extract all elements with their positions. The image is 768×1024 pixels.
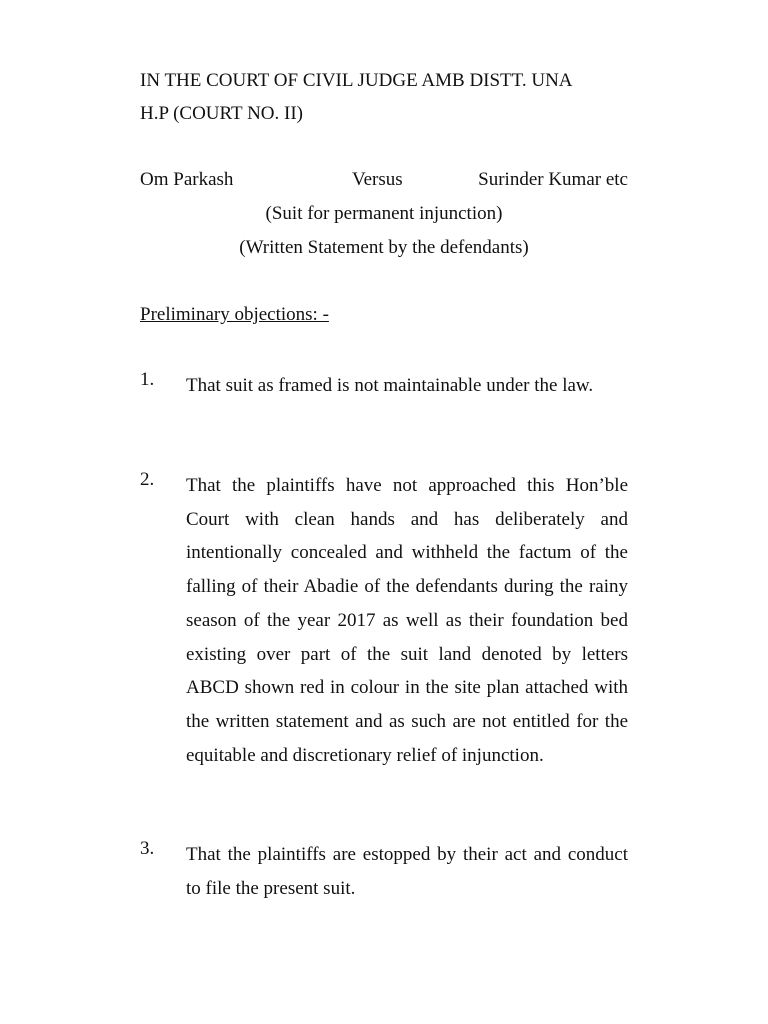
objection-text: That the plaintiffs are estopped by their act and conduct to file the present suit. xyxy=(186,844,628,899)
court-title-line-1: IN THE COURT OF CIVIL JUDGE AMB DISTT. UNA xyxy=(140,70,573,91)
plaintiff-name: Om Parkash xyxy=(140,169,234,190)
objection-number: 2. xyxy=(140,469,155,490)
objection-number: 1. xyxy=(140,369,155,390)
court-title-line-2: H.P (COURT NO. II) xyxy=(140,103,303,124)
section-heading: Preliminary objections: - xyxy=(140,304,329,325)
parties-line xyxy=(140,169,628,197)
objection-text: That suit as framed is not maintainable under the law. xyxy=(186,375,594,396)
court-title xyxy=(140,64,628,130)
objection-text: That the plaintiffs have not approached this Hon’ble Court with clean hands and has deliberately and intentionally concealed and withheld the factum of the falling of their Abadie of the defendants during the rainy season of the year 2017 as well as their foundation bed existing over part of the suit land denoted by letters ABCD shown red in colour in the site plan attached with the written statement and as such are not entitled for the equitable and discretionary relief of injunction. xyxy=(186,475,628,766)
objection-number: 3. xyxy=(140,838,155,859)
defendant-name: Surinder Kumar etc xyxy=(478,169,628,190)
suit-type: (Suit for permanent injunction) xyxy=(265,203,503,224)
statement-type: (Written Statement by the defendants) xyxy=(239,237,529,258)
versus-label: Versus xyxy=(352,169,403,190)
